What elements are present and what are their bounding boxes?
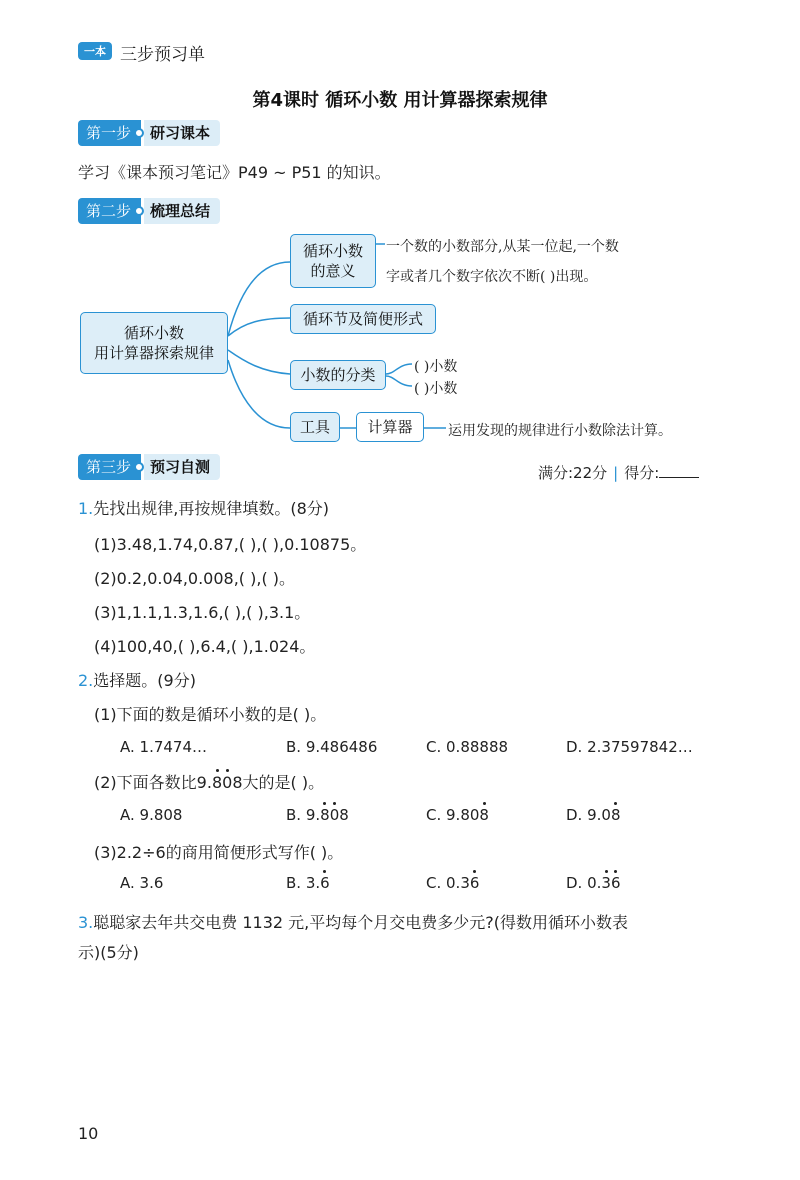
q2-sub1-option-b[interactable]: B. 9.486486 (286, 738, 378, 756)
q2-sub2-stem-post: 大的是( )。 (242, 773, 325, 792)
q2-sub1-option-c[interactable]: C. 0.88888 (426, 738, 509, 756)
q1-stem: 先找出规律,再按规律填数。(8分) (93, 499, 330, 518)
q2-sub3-c-digit-dotted: 6 (469, 874, 480, 892)
q2-stem: 选择题。(9分) (93, 671, 196, 690)
mindmap-center (80, 312, 228, 374)
q2-sub3-b-pre: B. 3. (286, 874, 321, 892)
step3-dot-icon (134, 462, 144, 472)
brand-title: 三步预习单 (120, 45, 205, 65)
q3-line2: 示)(5分) (78, 943, 139, 962)
tool-item: 计算器 (356, 412, 424, 442)
q1-item-3: (3)1,1.1,1.3,1.6,( ),( ),3.1。 (94, 603, 311, 622)
classify-item-2: ( )小数 (414, 381, 458, 397)
q2-sub2-option-d[interactable] (566, 806, 621, 824)
step2-number: 第二步 (78, 198, 141, 224)
score-separator: | (613, 464, 619, 482)
q2-sub2-d-pre: D. 9.0 (566, 806, 611, 824)
q2-sub1-option-d[interactable]: D. 2.37597842… (566, 738, 693, 756)
step1-name: 研习课本 (144, 120, 220, 146)
q2-sub2-option-a[interactable]: A. 9.808 (120, 806, 183, 824)
step1-text: 学习《课本预习笔记》P49 ~ P51 的知识。 (78, 163, 391, 182)
q1-item-4: (4)100,40,( ),6.4,( ),1.024。 (94, 637, 316, 656)
q2-sub1-stem: (1)下面的数是循环小数的是( )。 (94, 705, 327, 724)
q2-sub3-stem: (3)2.2÷6的商用简便形式写作( )。 (94, 843, 344, 862)
q2-sub3-option-c[interactable] (426, 874, 479, 892)
q2-sub1-option-a[interactable]: A. 1.7474… (120, 738, 208, 756)
q2-sub2-b-digit-dotted-2: 0 (329, 806, 340, 824)
q2-sub2-stem-digit-dotted-2: 0 (222, 773, 233, 792)
meaning-note-line2: 字或者几个数字依次不断( )出现。 (386, 269, 598, 285)
q1-item-2: (2)0.2,0.04,0.008,( ),( )。 (94, 569, 296, 588)
q2-sub3-d-pre: D. 0. (566, 874, 602, 892)
q2-sub2-option-c[interactable] (426, 806, 489, 824)
branch-meaning-line1: 循环小数 (302, 241, 363, 260)
q2-sub3-option-b[interactable] (286, 874, 330, 892)
mindmap-center-line2: 用计算器探索规律 (93, 344, 214, 362)
page-number: 10 (78, 1124, 99, 1143)
q2-sub3-option-d[interactable] (566, 874, 621, 892)
q3-number: 3. (78, 913, 94, 932)
score-blank[interactable] (659, 463, 699, 478)
connector-classify (228, 350, 290, 374)
connector-classify-bottom (386, 376, 412, 386)
mindmap-connectors (0, 0, 800, 460)
q1-item-1: (1)3.48,1.74,0.87,( ),( ),0.10875。 (94, 535, 367, 554)
full-score: 满分:22分 (538, 464, 608, 482)
q3-answer-area[interactable] (78, 975, 722, 1105)
q2-sub2-d-digit-dotted: 8 (610, 806, 621, 824)
branch-classify: 小数的分类 (290, 360, 386, 390)
connector-tool (228, 360, 290, 428)
q2-sub3-d-digit-dotted-2: 6 (610, 874, 621, 892)
q2-stem-line (78, 668, 196, 691)
q2-sub2-b-post: 8 (339, 806, 349, 824)
step1-number: 第一步 (78, 120, 141, 146)
brand-badge: 一本 (78, 42, 112, 60)
step2-name: 梳理总结 (144, 198, 220, 224)
q2-sub2-b-digit-dotted-1: 8 (320, 806, 330, 824)
q3-text-line1: 聪聪家去年共交电费 1132 元,平均每个月交电费多少元?(得数用循环小数表 (93, 913, 628, 932)
branch-tool: 工具 (290, 412, 340, 442)
q2-sub2-stem-digit: 8 (232, 773, 243, 792)
connector-meaning (228, 262, 290, 336)
step3-banner (78, 454, 220, 480)
tool-note: 运用发现的规律进行小数除法计算。 (448, 423, 672, 439)
classify-item-1: ( )小数 (414, 359, 458, 375)
q2-sub2-stem-pre: (2)下面各数比9. (94, 773, 212, 792)
q2-sub3-c-pre: C. 0.3 (426, 874, 470, 892)
q2-sub2-stem (94, 770, 324, 793)
meaning-note-line1: 一个数的小数部分,从某一位起,一个数 (386, 239, 619, 255)
q2-sub2-c-digit-dotted: 8 (479, 806, 489, 824)
q1-number: 1. (78, 499, 94, 518)
q1-stem-line (78, 496, 329, 519)
q2-sub2-stem-digit-dotted-1: 8 (211, 773, 223, 792)
step3-name: 预习自测 (144, 454, 220, 480)
branch-section: 循环节及简便形式 (290, 304, 436, 334)
lesson-title: 第4课时 循环小数 用计算器探索规律 (252, 90, 548, 111)
branch-meaning-line2: 的意义 (310, 262, 356, 280)
q2-number: 2. (78, 671, 94, 690)
q2-sub3-d-digit-dotted-1: 3 (601, 874, 611, 892)
q2-sub3-option-a[interactable]: A. 3.6 (120, 874, 164, 892)
step3-number: 第三步 (78, 454, 141, 480)
score-line (538, 462, 699, 483)
branch-meaning (290, 234, 376, 288)
mindmap-center-line1: 循环小数 (123, 323, 184, 342)
q2-sub2-c-pre: C. 9.80 (426, 806, 480, 824)
q2-sub2-option-b[interactable] (286, 806, 349, 824)
connector-section (228, 318, 290, 336)
q2-sub2-b-pre: B. 9. (286, 806, 321, 824)
connector-classify-top (386, 364, 412, 374)
q2-sub3-b-digit-dotted: 6 (320, 874, 330, 892)
score-label: 得分: (624, 464, 660, 482)
q3-line1 (78, 910, 628, 933)
